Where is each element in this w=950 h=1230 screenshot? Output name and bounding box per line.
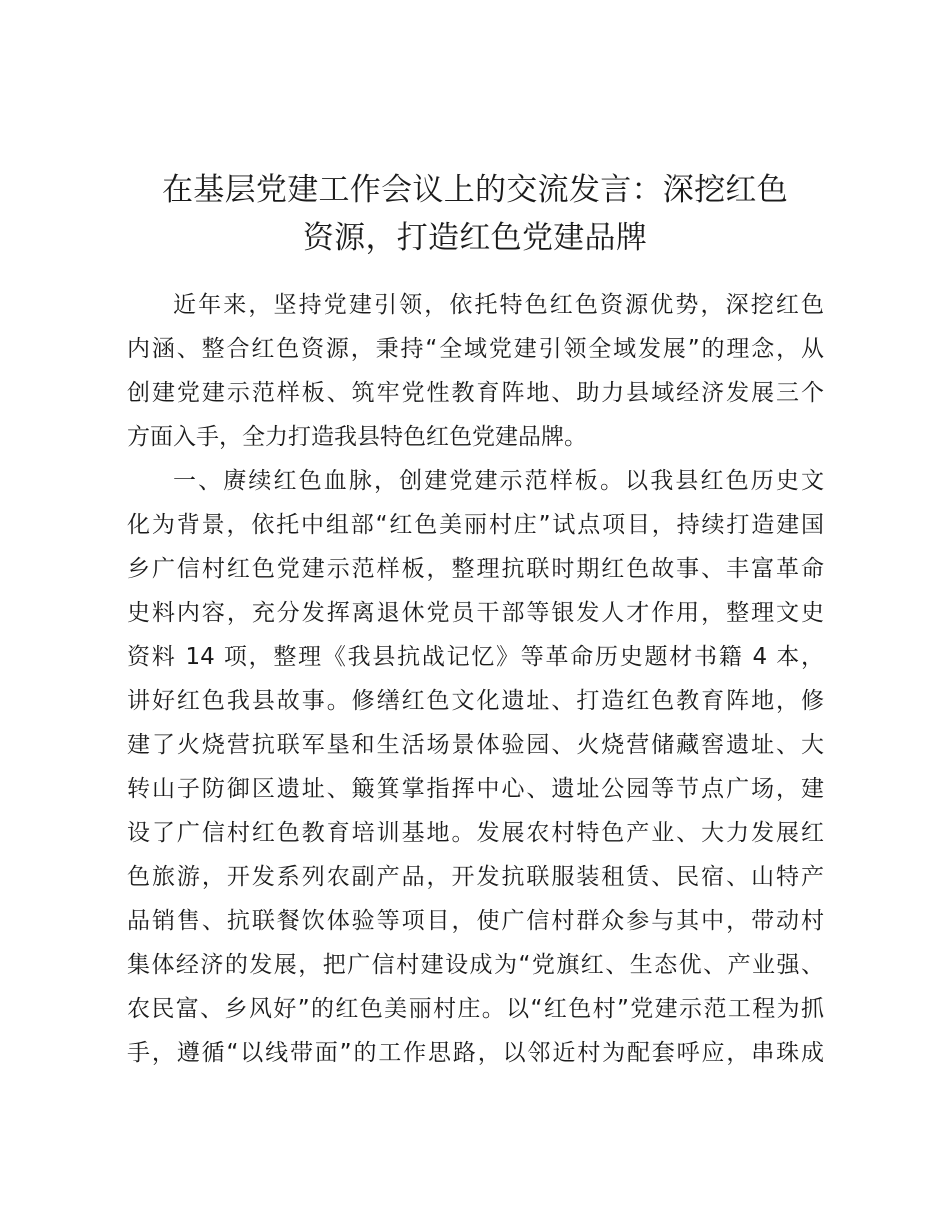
paragraph-line: 手，遵循“以线带面”的工作思路，以邻近村为配套呼应，串珠成: [127, 1040, 824, 1066]
paragraph-line: 农民富、乡风好”的红色美丽村庄。以“红色村”党建示范工程为抓: [127, 996, 824, 1022]
paragraph-line: 设了广信村红色教育培训基地。发展农村特色产业、大力发展红: [127, 820, 824, 846]
paragraph-line: 集体经济的发展，把广信村建设成为“党旗红、生态优、产业强、: [127, 952, 824, 978]
paragraph-line: 资料 14 项，整理《我县抗战记忆》等革命历史题材书籍 4 本，: [127, 644, 824, 670]
paragraph-line: 色旅游，开发系列农副产品，开发抗联服装租赁、民宿、山特产: [127, 864, 824, 890]
paragraph-line: 品销售、抗联餐饮体验等项目，使广信村群众参与其中，带动村: [127, 908, 824, 934]
title-line: 资源，打造红色党建品牌: [302, 220, 648, 256]
paragraph-line: 建了火烧营抗联军垦和生活场景体验园、火烧营储藏窖遗址、大: [127, 732, 824, 758]
title-line: 在基层党建工作会议上的交流发言：深挖红色: [162, 172, 788, 208]
paragraph-line: 创建党建示范样板、筑牢党性教育阵地、助力县域经济发展三个: [127, 380, 824, 406]
paragraph-line: 讲好红色我县故事。修缮红色文化遗址、打造红色教育阵地，修: [127, 688, 824, 714]
paragraph-line: 方面入手，全力打造我县特色红色党建品牌。: [127, 424, 587, 450]
paragraph-line: 乡广信村红色党建示范样板，整理抗联时期红色故事、丰富革命: [127, 556, 824, 582]
document-title: [120, 166, 830, 262]
paragraph-line: 内涵、整合红色资源，秉持“全域党建引领全域发展”的理念，从: [127, 336, 824, 362]
document-body: [127, 283, 824, 1075]
paragraph-line: 化为背景，依托中组部“红色美丽村庄”试点项目，持续打造建国: [127, 512, 824, 538]
paragraph-line: 史料内容，充分发挥离退休党员干部等银发人才作用，整理文史: [127, 600, 824, 626]
paragraph-line: 近年来，坚持党建引领，依托特色红色资源优势，深挖红色: [173, 292, 824, 318]
paragraph-line: 一、赓续红色血脉，创建党建示范样板。以我县红色历史文: [173, 468, 824, 494]
paragraph-line: 转山子防御区遗址、簸箕掌指挥中心、遗址公园等节点广场，建: [127, 776, 824, 802]
